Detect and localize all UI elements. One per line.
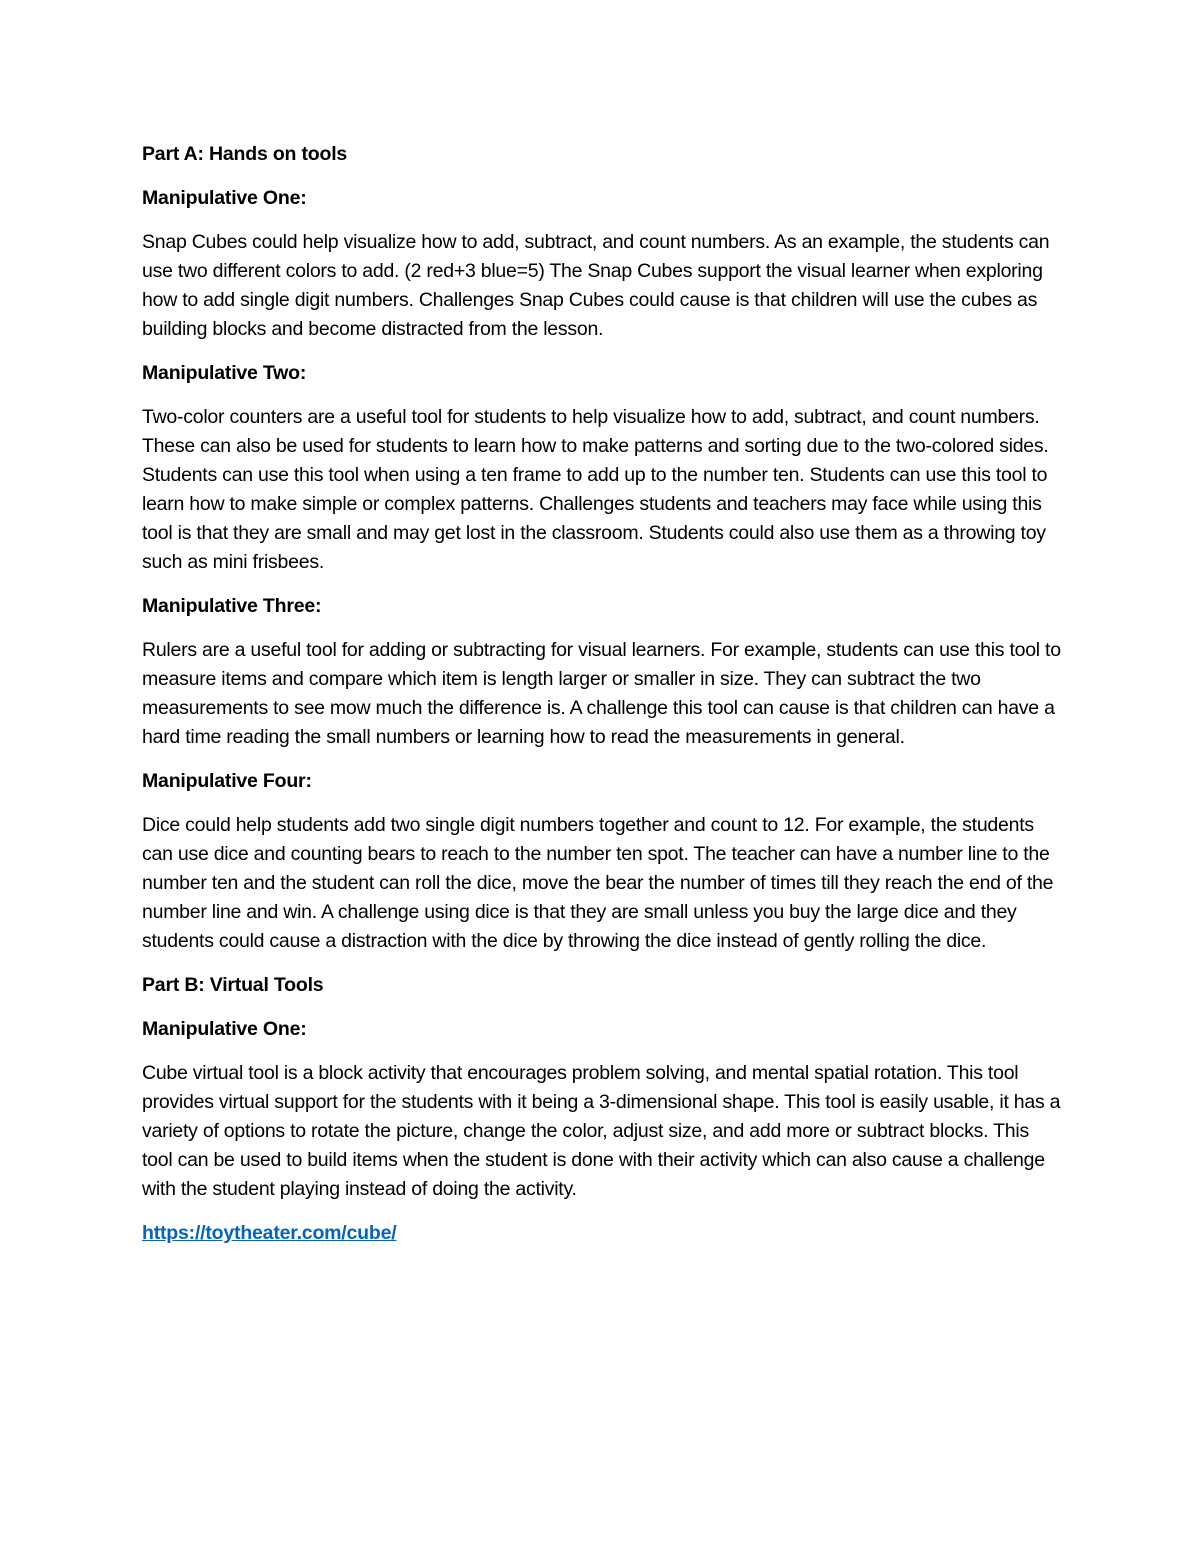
cube-tool-link[interactable]: https://toytheater.com/cube/ xyxy=(142,1222,397,1244)
part-b-manipulative-one-body: Cube virtual tool is a block activity that encourages problem solving, and mental spatial rotation. This tool provides virtual support for the students with it being a 3-dimensional shape. This tool is easily usable, it has a variety of options to rotate the picture, change the color, adjust size, and add more or subtract blocks. This tool can be used to build items when the student is done with their activity which can also cause a challenge with the student playing instead of doing the activity. xyxy=(142,1062,1061,1200)
part-a-manipulative-one-body: Snap Cubes could help visualize how to add, subtract, and count numbers. As an example, the students can use two different colors to add. (2 red+3 blue=5) The Snap Cubes support the visual learner when exploring how to add single digit numbers. Challenges Snap Cubes could cause is that children will use the cubes as building blocks and become distracted from the lesson. xyxy=(142,231,1050,340)
part-a-manipulative-three-body: Rulers are a useful tool for adding or subtracting for visual learners. For example, students can use this tool to measure items and compare which item is length larger or smaller in size. They can subtract the two measurements to see mow much the difference is. A challenge this tool can cause is that children can have a hard time reading the small numbers or learning how to read the measurements in general. xyxy=(142,639,1061,748)
part-b-manipulative-one-heading: Manipulative One: xyxy=(142,1018,307,1040)
part-a-manipulative-three-heading: Manipulative Three: xyxy=(142,595,322,617)
part-b-title: Part B: Virtual Tools xyxy=(142,974,324,996)
part-a-manipulative-one-heading: Manipulative One: xyxy=(142,187,307,209)
part-a-manipulative-four-body: Dice could help students add two single digit numbers together and count to 12. For example, the students can use dice and counting bears to reach to the number ten spot. The teacher can have a number line to the number ten and the student can roll the dice, move the bear the number of times till they reach the end of the number line and win. A challenge using dice is that they are small unless you buy the large dice and they students could cause a distraction with the dice by throwing the dice instead of gently rolling the dice. xyxy=(142,814,1054,952)
part-a-manipulative-four-heading: Manipulative Four: xyxy=(142,770,312,792)
document-page xyxy=(142,140,1062,1248)
part-a-manipulative-two-heading: Manipulative Two: xyxy=(142,362,307,384)
part-a-manipulative-two-body: Two-color counters are a useful tool for students to help visualize how to add, subtract, and count numbers. These can also be used for students to learn how to make patterns and sorting due to the two-colored sides. Students can use this tool when using a ten frame to add up to the number ten. Students can use this tool to learn how to make simple or complex patterns. Challenges students and teachers may face while using this tool is that they are small and may get lost in the classroom. Students could also use them as a throwing toy such as mini frisbees. xyxy=(142,406,1049,573)
part-a-title: Part A: Hands on tools xyxy=(142,143,348,165)
